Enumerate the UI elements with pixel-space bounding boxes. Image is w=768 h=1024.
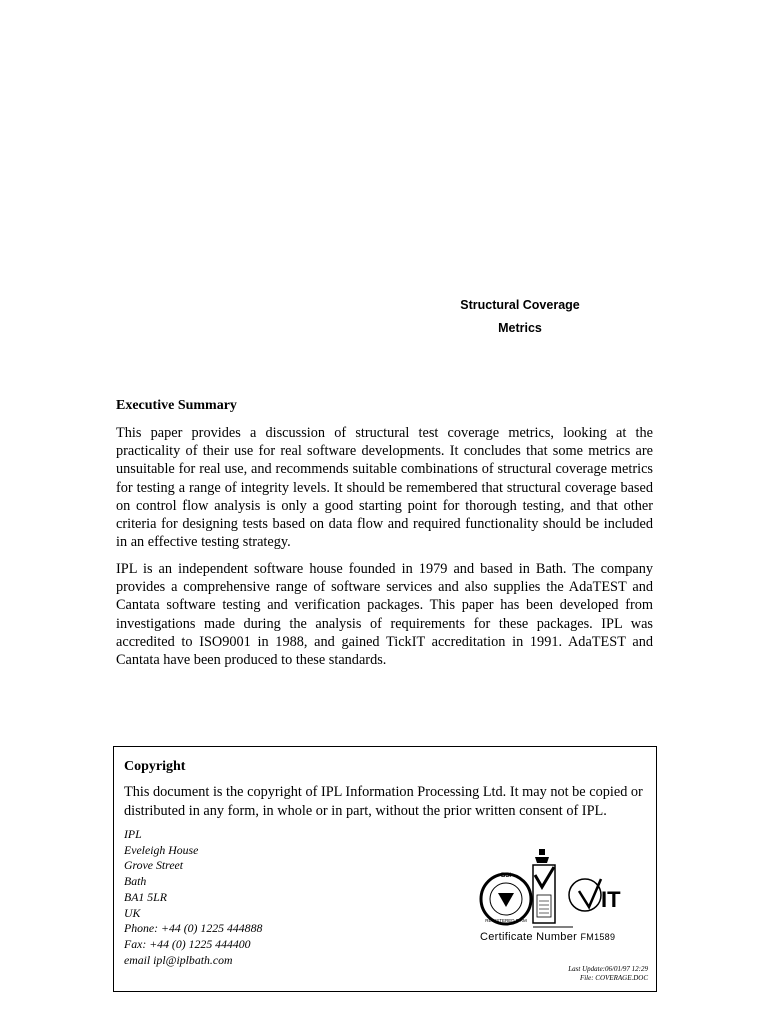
copyright-box	[113, 746, 657, 992]
certificate-label: Certificate Number	[480, 931, 578, 943]
address-line: Eveleigh House	[124, 842, 199, 857]
document-title-line2: Metrics	[498, 321, 542, 335]
copyright-text: This document is the copyright of IPL Information Processing Ltd. It may not be copied or distributed in any form, in whole or in part, without the prior written consent of IPL.	[124, 784, 643, 819]
file-name: File: COVERAGE.DOC	[579, 974, 648, 982]
ukas-crown-logo	[533, 849, 573, 927]
copyright-heading: Copyright	[124, 759, 186, 774]
last-update: Last Update:06/01/97 12:29	[568, 965, 648, 973]
email-line: email ipl@iplbath.com	[124, 952, 233, 967]
address-line: Grove Street	[124, 858, 184, 873]
svg-text:IT: IT	[601, 887, 621, 912]
executive-summary-heading: Executive Summary	[116, 398, 237, 413]
address-line: IPL	[124, 827, 142, 841]
tickit-logo	[569, 879, 621, 912]
certificate-number-line	[480, 931, 615, 943]
executive-summary-paragraph-2: IPL is an independent software house founded in 1979 and based in Bath. The company provides a comprehensive range of software services and also supplies the AdaTEST and Cantata software testing and verification packages. This paper has been developed from investigations made during the analysis of requirements for these packages. IPL was accredited to ISO9001 in 1988, and gained TickIT accreditation in 1991. AdaTEST and Cantata have been produced to these standards.	[116, 561, 653, 669]
svg-text:BSI: BSI	[500, 873, 512, 879]
svg-text:REGISTERED FIRM: REGISTERED FIRM	[485, 918, 527, 923]
fax-line: Fax: +44 (0) 1225 444400	[124, 936, 251, 951]
phone-line: Phone: +44 (0) 1225 444888	[124, 921, 263, 936]
bsi-registered-firm-logo	[481, 873, 531, 924]
address-block	[124, 827, 262, 968]
address-line: UK	[124, 905, 141, 920]
document-title-line1: Structural Coverage	[460, 298, 580, 312]
document-footer-info	[568, 965, 648, 983]
address-line: Bath	[124, 874, 147, 889]
certificate-number: FM1589	[580, 932, 616, 942]
address-line: BA1 5LR	[124, 889, 167, 904]
executive-summary-paragraph-1: This paper provides a discussion of structural test coverage metrics, looking at the practicality of their use for real software developments. It concludes that some metrics are unsuitable for real use, and recommends suitable combinations of structural coverage metrics for testing a range of integrity levels. It should be remembered that structural coverage based on control flow analysis is only a good starting point for thorough testing, and that other criteria for designing tests based on data flow and required functionality should be included in an effective testing strategy.	[116, 425, 653, 551]
